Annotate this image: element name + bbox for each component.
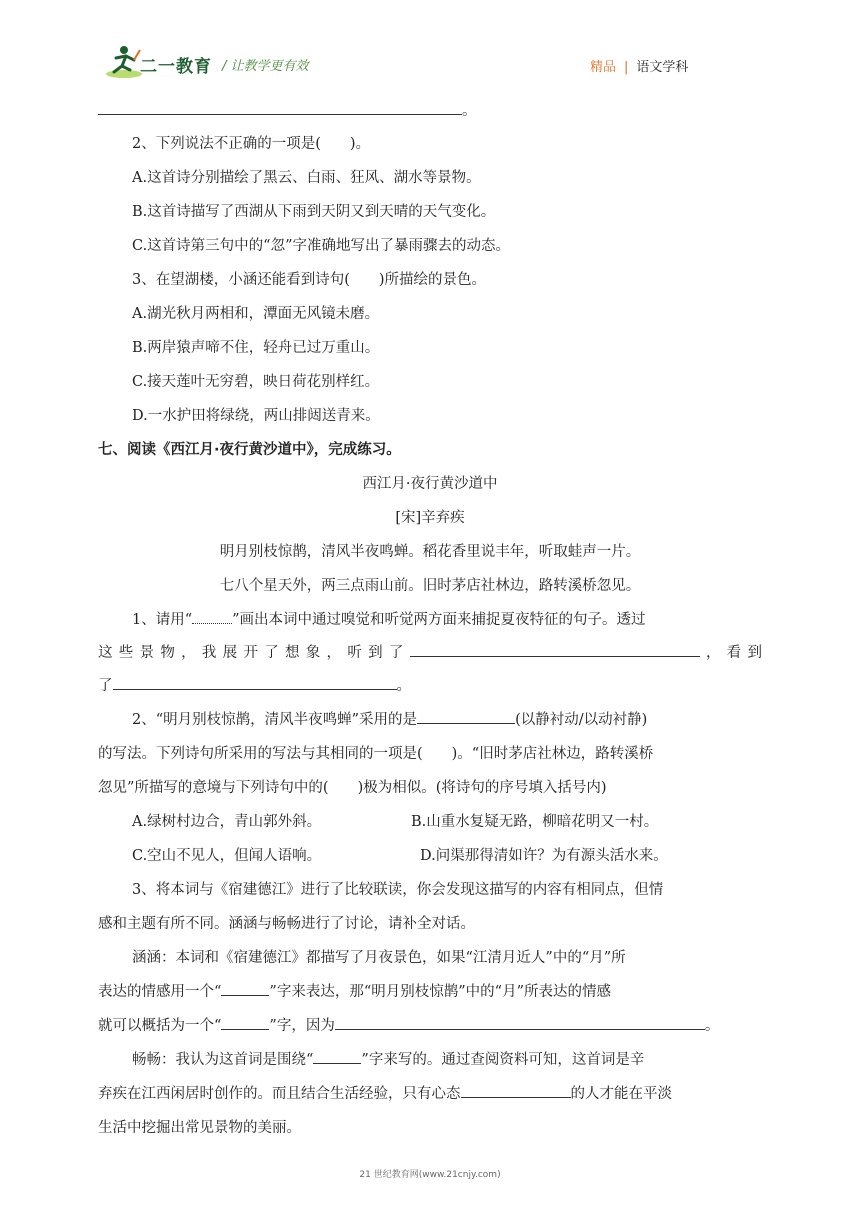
option-b: B.两岸猿声啼不住，轻舟已过万重山。 (132, 340, 380, 356)
dialogue-hanhan-line-2: 表达的情感用一个“ ”字来表达，那“明月别枝惊鹊”中的“月”所表达的情感 (98, 980, 611, 1001)
exercise-2-line-3: 忽见”所描写的意境与下列诗句中的( )极为相似。(将诗句的序号填入括号内) (98, 780, 607, 796)
section-7-heading: 七、阅读《西江月·夜行黄沙道中》，完成练习。 (98, 442, 401, 458)
option-b: B.山重水复疑无路，柳暗花明又一村。 (411, 814, 659, 830)
logo-text: 二一教育 (140, 57, 212, 77)
dialogue-changchang-line-2: 弃疾在江西闲居时创作的。而且结合生活经验，只有心态 的人才能在平淡 (98, 1082, 672, 1103)
option-a: A.绿树村边合，青山郭外斜。 (132, 814, 322, 830)
option-c: C.这首诗第三句中的“忽”字准确地写出了暴雨骤去的动态。 (132, 238, 511, 254)
answer-line: 。 (98, 99, 477, 120)
option-a: A.这首诗分别描绘了黑云、白雨、狂风、湖水等景物。 (132, 170, 481, 186)
exercise-3-line-2: 感和主题有所不同。涵涵与畅畅进行了讨论，请补全对话。 (98, 916, 475, 932)
exercise-2-line-2: 的写法。下列诗句所采用的写法与其相同的一项是( )。“旧时茅店社林边，路转溪桥 (98, 746, 654, 762)
poem-author: [宋]辛弃疾 (395, 510, 465, 526)
dialogue-changchang-line-3: 生活中挖掘出常见景物的美丽。 (98, 1120, 301, 1136)
option-a: A.湖光秋月两相和，潭面无风镜未磨。 (132, 306, 380, 322)
exercise-1: 1、请用“ ”画出本词中通过嗅觉和听觉两方面来捕捉夏夜特征的句子。透过 (98, 608, 646, 629)
option-d: D.问渠那得清如许？为有源头活水来。 (420, 848, 668, 864)
option-b: B.这首诗描写了西湖从下雨到天阴又到天晴的天气变化。 (132, 204, 496, 220)
option-c: C.接天莲叶无穷碧，映日荷花别样红。 (132, 374, 380, 390)
poem-line-1: 明月别枝惊鹊，清风半夜鸣蝉。稻花香里说丰年，听取蛙声一片。 (219, 544, 641, 560)
brand-subject: 语文学科 (636, 60, 689, 75)
dialogue-changchang: 畅畅：我认为这首词是围绕“ ”字来写的。通过查阅资料可知，这首词是辛 (98, 1048, 644, 1069)
slogan: / 让教学更有效 (222, 59, 309, 74)
page-footer: 21 世纪教育网(www.21cnjy.com) (359, 1170, 501, 1180)
exercise-1-line-2: 这些景物，我展开了想象，听到了 ，看到 (98, 641, 762, 662)
brand-label (590, 56, 688, 75)
brand-separator: | (624, 60, 629, 75)
option-d: D.一水护田将绿绕，两山排闼送青来。 (132, 408, 380, 424)
option-c: C.空山不见人，但闻人语响。 (132, 848, 322, 864)
question-2: 2、下列说法不正确的一项是( )。 (132, 136, 371, 152)
dialogue-hanhan: 涵涵：本词和《宿建德江》都描写了月夜景色，如果“江清月近人”中的“月”所 (132, 950, 626, 966)
exercise-2: 2、“明月别枝惊鹊，清风半夜鸣蝉”采用的是 (以静衬动/以动衬静) (98, 708, 647, 729)
question-3: 3、在望湖楼，小涵还能看到诗句( )所描绘的景色。 (132, 272, 487, 288)
exercise-1-line-3: 了 。 (98, 674, 411, 695)
poem-line-2: 七八个星天外，两三点雨山前。旧时茅店社林边，路转溪桥忽见。 (219, 578, 641, 594)
poem-title: 西江月·夜行黄沙道中 (362, 476, 498, 492)
exercise-3: 3、将本词与《宿建德江》进行了比较联读，你会发现这描写的内容有相同点，但情 (132, 882, 664, 898)
dialogue-hanhan-line-3: 就可以概括为一个“ ”字，因为 。 (98, 1014, 719, 1035)
brand-quality: 精品 (590, 60, 617, 75)
page-header (0, 0, 860, 90)
